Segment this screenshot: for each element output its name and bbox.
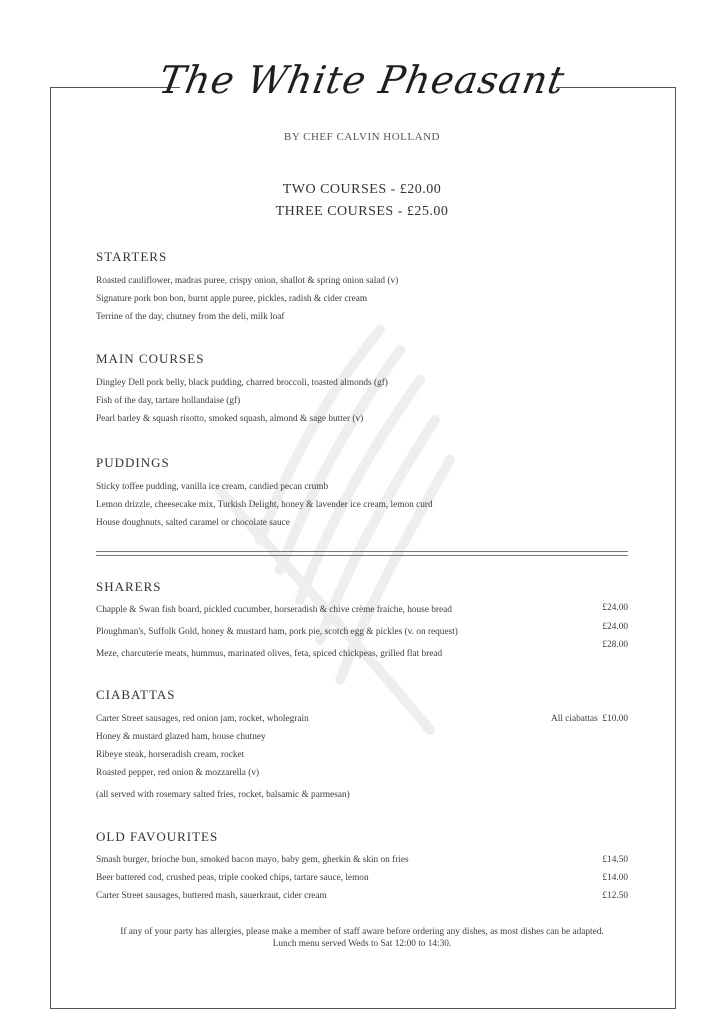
service-hours: Lunch menu served Weds to Sat 12:00 to 14:30. <box>272 939 452 949</box>
two-courses-price: TWO COURSES - £20.00 <box>282 182 442 197</box>
restaurant-title: The White Pheasant <box>155 58 569 102</box>
allergy-notice: If any of your party has allergies, please make a member of staff aware before ordering any dishes, as most dishes can be adapted. <box>120 927 604 937</box>
ciabatta-item: Ribeye steak, horseradish cream, rocket <box>96 750 245 760</box>
sharer-price: £24.00 <box>602 603 628 613</box>
main-item: Fish of the day, tartare hollandaise (gf) <box>96 396 241 406</box>
ciabatta-item: Carter Street sausages, red onion jam, rocket, wholegrain <box>96 714 309 724</box>
pudding-item: Lemon drizzle, cheesecake mix, Turkish Delight, honey & lavender ice cream, lemon curd <box>96 500 433 510</box>
main-item: Pearl barley & squash risotto, smoked squash, almond & sage butter (v) <box>96 414 364 424</box>
sharer-item: Chapple & Swan fish board, pickled cucumber, horseradish & chive crème fraiche, house bread <box>96 605 452 615</box>
sharer-item: Meze, charcuterie meats, hummus, marinated olives, feta, spiced chickpeas, grilled flat bread <box>96 649 443 659</box>
pudding-item: Sticky toffee pudding, vanilla ice cream, candied pecan crumb <box>96 482 329 492</box>
divider-rule <box>96 555 628 556</box>
favourite-price: £12.50 <box>602 891 628 901</box>
ciabatta-note: (all served with rosemary salted fries, rocket, balsamic & parmesan) <box>96 790 350 800</box>
sharer-price: £28.00 <box>602 640 628 650</box>
three-courses-price: THREE COURSES - £25.00 <box>275 204 449 219</box>
starter-item: Roasted cauliflower, madras puree, crispy onion, shallot & spring onion salad (v) <box>96 276 399 286</box>
favourite-item: Carter Street sausages, buttered mash, sauerkraut, cider cream <box>96 891 327 901</box>
sharer-price: £24.00 <box>602 622 628 632</box>
sharers-heading: SHARERS <box>96 579 162 594</box>
mains-heading: MAIN COURSES <box>96 351 205 366</box>
favourite-price: £14.00 <box>602 873 628 883</box>
chef-byline: BY CHEF CALVIN HOLLAND <box>284 131 440 143</box>
ciabattas-heading: CIABATTAS <box>96 687 176 702</box>
divider-rule <box>96 551 628 552</box>
favourite-item: Beer battered cod, crushed peas, triple cooked chips, tartare sauce, lemon <box>96 873 369 883</box>
pudding-item: House doughnuts, salted caramel or chocolate sauce <box>96 518 290 528</box>
ciabatta-item: Honey & mustard glazed ham, house chutney <box>96 732 266 742</box>
starters-heading: STARTERS <box>96 249 168 264</box>
starter-item: Signature pork bon bon, burnt apple puree, pickles, radish & cider cream <box>96 294 368 304</box>
ciabatta-item: Roasted pepper, red onion & mozzarella (v) <box>96 768 260 778</box>
starter-item: Terrine of the day, chutney from the deli, milk loaf <box>96 312 285 322</box>
ciabatta-price: All ciabattas £10.00 <box>551 714 628 724</box>
puddings-heading: PUDDINGS <box>96 455 170 470</box>
favourites-heading: OLD FAVOURITES <box>96 829 219 844</box>
favourite-price: £14.50 <box>602 855 628 865</box>
main-item: Dingley Dell pork belly, black pudding, charred broccoli, toasted almonds (gf) <box>96 378 388 388</box>
favourite-item: Smash burger, brioche bun, smoked bacon mayo, baby gem, gherkin & skin on fries <box>96 855 409 865</box>
sharer-item: Ploughman's, Suffolk Gold, honey & mustard ham, pork pie, scotch egg & pickles (v. on request) <box>96 627 458 637</box>
